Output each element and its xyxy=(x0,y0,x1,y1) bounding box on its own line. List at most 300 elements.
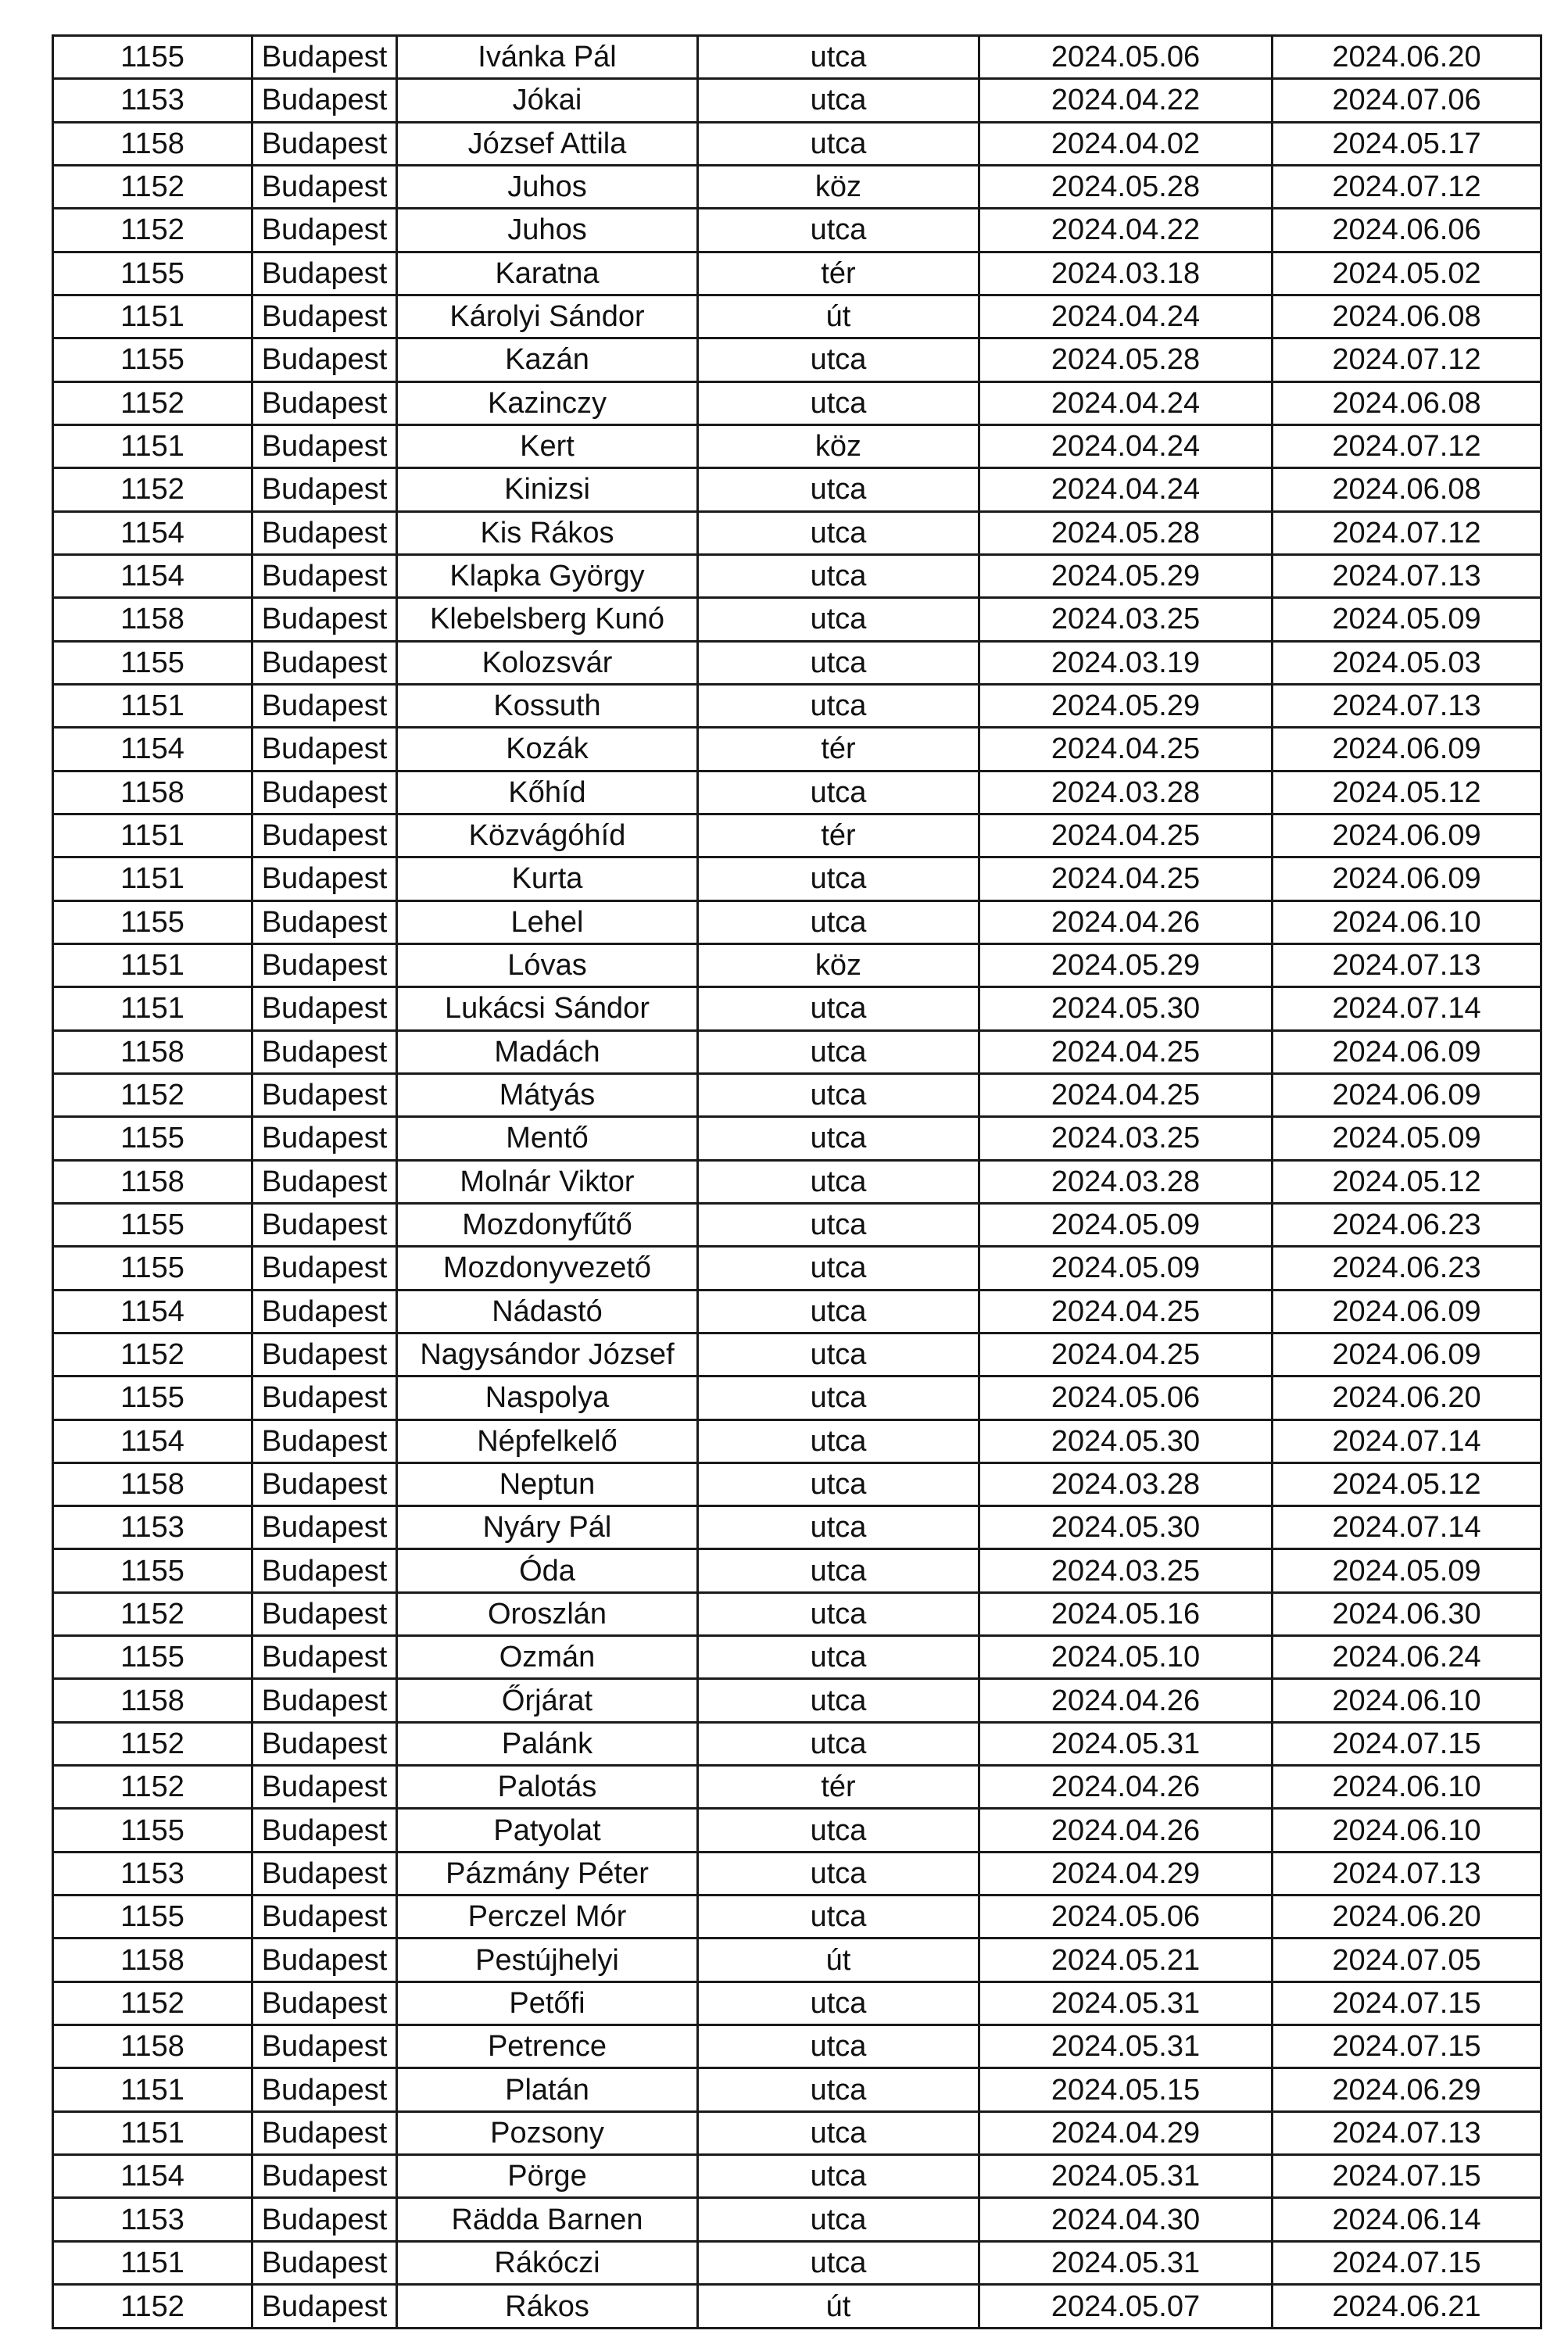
street-type-cell: utca xyxy=(698,2155,979,2198)
start-date-cell: 2024.04.02 xyxy=(979,122,1273,165)
start-date-cell: 2024.04.24 xyxy=(979,468,1273,511)
street-type-cell: utca xyxy=(698,554,979,597)
table-row xyxy=(53,1896,1541,1939)
end-date-cell: 2024.05.12 xyxy=(1273,1462,1541,1505)
start-date-cell: 2024.05.28 xyxy=(979,165,1273,208)
city-cell: Budapest xyxy=(252,684,397,727)
city-cell: Budapest xyxy=(252,36,397,79)
postal-code-cell: 1158 xyxy=(53,1160,252,1203)
street-name-cell: Platán xyxy=(397,2068,698,2111)
city-cell: Budapest xyxy=(252,2068,397,2111)
city-cell: Budapest xyxy=(252,728,397,771)
postal-code-cell: 1151 xyxy=(53,424,252,467)
end-date-cell: 2024.07.14 xyxy=(1273,1506,1541,1549)
table-row xyxy=(53,554,1541,597)
start-date-cell: 2024.04.26 xyxy=(979,1766,1273,1809)
table-row xyxy=(53,1809,1541,1852)
street-type-cell: utca xyxy=(698,468,979,511)
city-cell: Budapest xyxy=(252,295,397,338)
street-name-cell: Klapka György xyxy=(397,554,698,597)
city-cell: Budapest xyxy=(252,2241,397,2284)
start-date-cell: 2024.03.19 xyxy=(979,641,1273,684)
postal-code-cell: 1151 xyxy=(53,2241,252,2284)
city-cell: Budapest xyxy=(252,771,397,814)
table-row xyxy=(53,2155,1541,2198)
city-cell: Budapest xyxy=(252,1809,397,1852)
postal-code-cell: 1155 xyxy=(53,1896,252,1939)
city-cell: Budapest xyxy=(252,511,397,554)
table-row xyxy=(53,684,1541,727)
end-date-cell: 2024.06.10 xyxy=(1273,900,1541,943)
start-date-cell: 2024.04.24 xyxy=(979,381,1273,424)
street-name-cell: Kazinczy xyxy=(397,381,698,424)
postal-code-cell: 1158 xyxy=(53,1462,252,1505)
start-date-cell: 2024.05.28 xyxy=(979,338,1273,381)
city-cell: Budapest xyxy=(252,1462,397,1505)
street-type-cell: utca xyxy=(698,1247,979,1290)
street-type-cell: utca xyxy=(698,857,979,900)
street-name-cell: Kossuth xyxy=(397,684,698,727)
street-name-cell: Petőfi xyxy=(397,1981,698,2024)
street-name-cell: Kolozsvár xyxy=(397,641,698,684)
table-body xyxy=(53,36,1541,2329)
table-row xyxy=(53,2025,1541,2068)
postal-code-cell: 1152 xyxy=(53,209,252,252)
street-type-cell: utca xyxy=(698,1852,979,1895)
end-date-cell: 2024.06.08 xyxy=(1273,468,1541,511)
street-type-cell: köz xyxy=(698,424,979,467)
table-row xyxy=(53,857,1541,900)
postal-code-cell: 1158 xyxy=(53,122,252,165)
street-type-cell: utca xyxy=(698,1722,979,1765)
street-type-cell: utca xyxy=(698,1896,979,1939)
street-name-cell: Karatna xyxy=(397,252,698,295)
end-date-cell: 2024.06.09 xyxy=(1273,1333,1541,1376)
street-type-cell: tér xyxy=(698,1766,979,1809)
postal-code-cell: 1155 xyxy=(53,641,252,684)
street-type-cell: utca xyxy=(698,1030,979,1073)
postal-code-cell: 1158 xyxy=(53,771,252,814)
end-date-cell: 2024.06.21 xyxy=(1273,2285,1541,2329)
end-date-cell: 2024.06.24 xyxy=(1273,1636,1541,1679)
postal-code-cell: 1155 xyxy=(53,900,252,943)
end-date-cell: 2024.07.14 xyxy=(1273,1419,1541,1462)
street-type-cell: utca xyxy=(698,209,979,252)
table-row xyxy=(53,1290,1541,1333)
end-date-cell: 2024.05.09 xyxy=(1273,598,1541,641)
street-name-cell: Rákóczi xyxy=(397,2241,698,2284)
street-name-cell: Neptun xyxy=(397,1462,698,1505)
street-name-cell: Ivánka Pál xyxy=(397,36,698,79)
street-type-cell: utca xyxy=(698,1506,979,1549)
end-date-cell: 2024.07.15 xyxy=(1273,2025,1541,2068)
start-date-cell: 2024.05.10 xyxy=(979,1636,1273,1679)
postal-code-cell: 1155 xyxy=(53,1203,252,1246)
postal-code-cell: 1151 xyxy=(53,987,252,1030)
table-row xyxy=(53,79,1541,122)
street-type-cell: tér xyxy=(698,728,979,771)
city-cell: Budapest xyxy=(252,1333,397,1376)
table-row xyxy=(53,511,1541,554)
city-cell: Budapest xyxy=(252,468,397,511)
street-name-cell: Pörge xyxy=(397,2155,698,2198)
start-date-cell: 2024.03.25 xyxy=(979,1117,1273,1160)
table-row xyxy=(53,468,1541,511)
street-type-cell: út xyxy=(698,2285,979,2329)
city-cell: Budapest xyxy=(252,2155,397,2198)
street-type-cell: út xyxy=(698,1939,979,1981)
city-cell: Budapest xyxy=(252,122,397,165)
start-date-cell: 2024.04.24 xyxy=(979,424,1273,467)
street-type-cell: utca xyxy=(698,2241,979,2284)
street-name-cell: József Attila xyxy=(397,122,698,165)
street-name-cell: Rákos xyxy=(397,2285,698,2329)
street-type-cell: utca xyxy=(698,1981,979,2024)
street-name-cell: Nyáry Pál xyxy=(397,1506,698,1549)
table-row xyxy=(53,1549,1541,1592)
city-cell: Budapest xyxy=(252,209,397,252)
street-type-cell: utca xyxy=(698,2025,979,2068)
start-date-cell: 2024.05.30 xyxy=(979,987,1273,1030)
postal-code-cell: 1151 xyxy=(53,857,252,900)
street-type-cell: utca xyxy=(698,1592,979,1635)
start-date-cell: 2024.03.25 xyxy=(979,1549,1273,1592)
table-row xyxy=(53,1073,1541,1116)
end-date-cell: 2024.06.09 xyxy=(1273,857,1541,900)
postal-code-cell: 1153 xyxy=(53,2198,252,2241)
postal-code-cell: 1155 xyxy=(53,1247,252,1290)
end-date-cell: 2024.07.13 xyxy=(1273,684,1541,727)
start-date-cell: 2024.05.21 xyxy=(979,1939,1273,1981)
street-name-cell: Népfelkelő xyxy=(397,1419,698,1462)
start-date-cell: 2024.04.25 xyxy=(979,1290,1273,1333)
street-name-cell: Óda xyxy=(397,1549,698,1592)
street-name-cell: Mozdonyvezető xyxy=(397,1247,698,1290)
end-date-cell: 2024.06.30 xyxy=(1273,1592,1541,1635)
city-cell: Budapest xyxy=(252,1030,397,1073)
city-cell: Budapest xyxy=(252,900,397,943)
end-date-cell: 2024.06.08 xyxy=(1273,381,1541,424)
end-date-cell: 2024.07.14 xyxy=(1273,987,1541,1030)
street-name-cell: Juhos xyxy=(397,209,698,252)
table-row xyxy=(53,1247,1541,1290)
start-date-cell: 2024.04.25 xyxy=(979,1030,1273,1073)
street-name-cell: Klebelsberg Kunó xyxy=(397,598,698,641)
street-name-cell: Palotás xyxy=(397,1766,698,1809)
postal-code-cell: 1155 xyxy=(53,1117,252,1160)
end-date-cell: 2024.07.06 xyxy=(1273,79,1541,122)
start-date-cell: 2024.03.28 xyxy=(979,1160,1273,1203)
end-date-cell: 2024.06.10 xyxy=(1273,1679,1541,1722)
end-date-cell: 2024.06.23 xyxy=(1273,1203,1541,1246)
postal-code-cell: 1151 xyxy=(53,295,252,338)
street-type-cell: utca xyxy=(698,1809,979,1852)
postal-code-cell: 1152 xyxy=(53,1073,252,1116)
street-name-cell: Kőhíd xyxy=(397,771,698,814)
table-row xyxy=(53,1462,1541,1505)
city-cell: Budapest xyxy=(252,943,397,986)
street-type-cell: utca xyxy=(698,1290,979,1333)
street-name-cell: Nagysándor József xyxy=(397,1333,698,1376)
street-name-cell: Károlyi Sándor xyxy=(397,295,698,338)
table-row xyxy=(53,252,1541,295)
postal-code-cell: 1154 xyxy=(53,728,252,771)
city-cell: Budapest xyxy=(252,2111,397,2154)
table-row xyxy=(53,2241,1541,2284)
start-date-cell: 2024.05.29 xyxy=(979,943,1273,986)
city-cell: Budapest xyxy=(252,1073,397,1116)
postal-code-cell: 1158 xyxy=(53,1939,252,1981)
street-type-cell: utca xyxy=(698,900,979,943)
start-date-cell: 2024.05.29 xyxy=(979,684,1273,727)
table-row xyxy=(53,814,1541,857)
city-cell: Budapest xyxy=(252,79,397,122)
city-cell: Budapest xyxy=(252,1506,397,1549)
postal-code-cell: 1151 xyxy=(53,684,252,727)
start-date-cell: 2024.05.31 xyxy=(979,1981,1273,2024)
start-date-cell: 2024.04.25 xyxy=(979,1073,1273,1116)
table-row xyxy=(53,728,1541,771)
street-name-cell: Őrjárat xyxy=(397,1679,698,1722)
end-date-cell: 2024.06.09 xyxy=(1273,728,1541,771)
city-cell: Budapest xyxy=(252,1247,397,1290)
city-cell: Budapest xyxy=(252,1939,397,1981)
start-date-cell: 2024.04.25 xyxy=(979,857,1273,900)
street-name-cell: Mozdonyfűtő xyxy=(397,1203,698,1246)
end-date-cell: 2024.07.12 xyxy=(1273,424,1541,467)
city-cell: Budapest xyxy=(252,987,397,1030)
end-date-cell: 2024.07.15 xyxy=(1273,2241,1541,2284)
table-row xyxy=(53,2198,1541,2241)
street-name-cell: Kurta xyxy=(397,857,698,900)
end-date-cell: 2024.07.13 xyxy=(1273,943,1541,986)
table-row xyxy=(53,1939,1541,1981)
table-row xyxy=(53,1766,1541,1809)
street-type-cell: utca xyxy=(698,1679,979,1722)
postal-code-cell: 1152 xyxy=(53,1722,252,1765)
postal-code-cell: 1152 xyxy=(53,2285,252,2329)
street-type-cell: út xyxy=(698,295,979,338)
table-row xyxy=(53,1419,1541,1462)
street-type-cell: utca xyxy=(698,2111,979,2154)
start-date-cell: 2024.05.30 xyxy=(979,1419,1273,1462)
street-type-cell: utca xyxy=(698,1333,979,1376)
postal-code-cell: 1155 xyxy=(53,1809,252,1852)
street-name-cell: Lehel xyxy=(397,900,698,943)
table-row xyxy=(53,1030,1541,1073)
table-row xyxy=(53,209,1541,252)
city-cell: Budapest xyxy=(252,1981,397,2024)
table-row xyxy=(53,1852,1541,1895)
end-date-cell: 2024.07.12 xyxy=(1273,511,1541,554)
table-row xyxy=(53,1376,1541,1419)
street-name-cell: Jókai xyxy=(397,79,698,122)
street-name-cell: Lukácsi Sándor xyxy=(397,987,698,1030)
postal-code-cell: 1155 xyxy=(53,252,252,295)
end-date-cell: 2024.07.15 xyxy=(1273,1981,1541,2024)
street-name-cell: Petrence xyxy=(397,2025,698,2068)
city-cell: Budapest xyxy=(252,1896,397,1939)
end-date-cell: 2024.06.06 xyxy=(1273,209,1541,252)
street-type-cell: köz xyxy=(698,165,979,208)
table-row xyxy=(53,641,1541,684)
street-type-cell: utca xyxy=(698,2198,979,2241)
street-type-cell: utca xyxy=(698,79,979,122)
start-date-cell: 2024.04.22 xyxy=(979,79,1273,122)
start-date-cell: 2024.05.06 xyxy=(979,36,1273,79)
table-row xyxy=(53,1636,1541,1679)
postal-code-cell: 1153 xyxy=(53,1506,252,1549)
table-row xyxy=(53,165,1541,208)
table-row xyxy=(53,295,1541,338)
end-date-cell: 2024.06.09 xyxy=(1273,1290,1541,1333)
street-name-cell: Juhos xyxy=(397,165,698,208)
street-type-cell: utca xyxy=(698,771,979,814)
street-name-cell: Oroszlán xyxy=(397,1592,698,1635)
end-date-cell: 2024.06.23 xyxy=(1273,1247,1541,1290)
end-date-cell: 2024.06.09 xyxy=(1273,1073,1541,1116)
start-date-cell: 2024.05.31 xyxy=(979,2025,1273,2068)
end-date-cell: 2024.05.02 xyxy=(1273,252,1541,295)
street-type-cell: tér xyxy=(698,252,979,295)
street-type-cell: utca xyxy=(698,1549,979,1592)
street-name-cell: Pozsony xyxy=(397,2111,698,2154)
postal-code-cell: 1154 xyxy=(53,1419,252,1462)
street-type-cell: köz xyxy=(698,943,979,986)
city-cell: Budapest xyxy=(252,381,397,424)
street-name-cell: Mentő xyxy=(397,1117,698,1160)
street-type-cell: utca xyxy=(698,1160,979,1203)
table-row xyxy=(53,1679,1541,1722)
end-date-cell: 2024.05.09 xyxy=(1273,1117,1541,1160)
end-date-cell: 2024.05.09 xyxy=(1273,1549,1541,1592)
city-cell: Budapest xyxy=(252,252,397,295)
street-type-cell: utca xyxy=(698,598,979,641)
start-date-cell: 2024.04.24 xyxy=(979,295,1273,338)
street-name-cell: Kozák xyxy=(397,728,698,771)
postal-code-cell: 1155 xyxy=(53,1549,252,1592)
table-row xyxy=(53,122,1541,165)
city-cell: Budapest xyxy=(252,1549,397,1592)
end-date-cell: 2024.06.10 xyxy=(1273,1766,1541,1809)
street-type-cell: utca xyxy=(698,987,979,1030)
postal-code-cell: 1151 xyxy=(53,943,252,986)
city-cell: Budapest xyxy=(252,814,397,857)
start-date-cell: 2024.05.30 xyxy=(979,1506,1273,1549)
street-type-cell: utca xyxy=(698,641,979,684)
city-cell: Budapest xyxy=(252,1722,397,1765)
street-type-cell: utca xyxy=(698,684,979,727)
street-name-cell: Mátyás xyxy=(397,1073,698,1116)
table-row xyxy=(53,36,1541,79)
city-cell: Budapest xyxy=(252,1766,397,1809)
city-cell: Budapest xyxy=(252,1679,397,1722)
start-date-cell: 2024.05.29 xyxy=(979,554,1273,597)
table-row xyxy=(53,771,1541,814)
end-date-cell: 2024.06.09 xyxy=(1273,814,1541,857)
start-date-cell: 2024.04.25 xyxy=(979,1333,1273,1376)
street-type-cell: utca xyxy=(698,381,979,424)
postal-code-cell: 1153 xyxy=(53,79,252,122)
street-type-cell: utca xyxy=(698,2068,979,2111)
street-type-cell: utca xyxy=(698,511,979,554)
end-date-cell: 2024.07.12 xyxy=(1273,165,1541,208)
street-name-cell: Kis Rákos xyxy=(397,511,698,554)
street-name-cell: Madách xyxy=(397,1030,698,1073)
street-name-cell: Molnár Viktor xyxy=(397,1160,698,1203)
postal-code-cell: 1154 xyxy=(53,1290,252,1333)
city-cell: Budapest xyxy=(252,1160,397,1203)
city-cell: Budapest xyxy=(252,165,397,208)
end-date-cell: 2024.05.17 xyxy=(1273,122,1541,165)
table-row xyxy=(53,2068,1541,2111)
start-date-cell: 2024.05.07 xyxy=(979,2285,1273,2329)
city-cell: Budapest xyxy=(252,1419,397,1462)
table-row xyxy=(53,1722,1541,1765)
start-date-cell: 2024.05.31 xyxy=(979,2155,1273,2198)
table-row xyxy=(53,1117,1541,1160)
table-row xyxy=(53,381,1541,424)
start-date-cell: 2024.05.15 xyxy=(979,2068,1273,2111)
street-name-cell: Pestújhelyi xyxy=(397,1939,698,1981)
street-name-cell: Közvágóhíd xyxy=(397,814,698,857)
start-date-cell: 2024.05.09 xyxy=(979,1247,1273,1290)
postal-code-cell: 1152 xyxy=(53,468,252,511)
start-date-cell: 2024.04.29 xyxy=(979,2111,1273,2154)
street-type-cell: utca xyxy=(698,1419,979,1462)
start-date-cell: 2024.04.26 xyxy=(979,1809,1273,1852)
table-row xyxy=(53,987,1541,1030)
end-date-cell: 2024.05.12 xyxy=(1273,771,1541,814)
start-date-cell: 2024.04.25 xyxy=(979,728,1273,771)
postal-code-cell: 1151 xyxy=(53,814,252,857)
end-date-cell: 2024.07.13 xyxy=(1273,554,1541,597)
postal-code-cell: 1152 xyxy=(53,1333,252,1376)
city-cell: Budapest xyxy=(252,2198,397,2241)
street-type-cell: utca xyxy=(698,1636,979,1679)
postal-code-cell: 1154 xyxy=(53,554,252,597)
start-date-cell: 2024.03.18 xyxy=(979,252,1273,295)
street-name-cell: Rädda Barnen xyxy=(397,2198,698,2241)
start-date-cell: 2024.05.09 xyxy=(979,1203,1273,1246)
postal-code-cell: 1152 xyxy=(53,1981,252,2024)
postal-code-cell: 1153 xyxy=(53,1852,252,1895)
city-cell: Budapest xyxy=(252,424,397,467)
city-cell: Budapest xyxy=(252,1592,397,1635)
end-date-cell: 2024.06.20 xyxy=(1273,1376,1541,1419)
postal-code-cell: 1154 xyxy=(53,511,252,554)
postal-code-cell: 1152 xyxy=(53,165,252,208)
start-date-cell: 2024.05.06 xyxy=(979,1896,1273,1939)
city-cell: Budapest xyxy=(252,641,397,684)
city-cell: Budapest xyxy=(252,1290,397,1333)
postal-code-cell: 1151 xyxy=(53,2111,252,2154)
start-date-cell: 2024.05.28 xyxy=(979,511,1273,554)
city-cell: Budapest xyxy=(252,554,397,597)
street-name-cell: Perczel Mór xyxy=(397,1896,698,1939)
table-row xyxy=(53,1160,1541,1203)
street-name-cell: Pázmány Péter xyxy=(397,1852,698,1895)
start-date-cell: 2024.04.29 xyxy=(979,1852,1273,1895)
table-row xyxy=(53,900,1541,943)
street-name-cell: Kinizsi xyxy=(397,468,698,511)
street-name-cell: Kert xyxy=(397,424,698,467)
street-type-cell: utca xyxy=(698,1203,979,1246)
postal-code-cell: 1152 xyxy=(53,381,252,424)
start-date-cell: 2024.04.30 xyxy=(979,2198,1273,2241)
start-date-cell: 2024.04.26 xyxy=(979,900,1273,943)
street-type-cell: utca xyxy=(698,1376,979,1419)
